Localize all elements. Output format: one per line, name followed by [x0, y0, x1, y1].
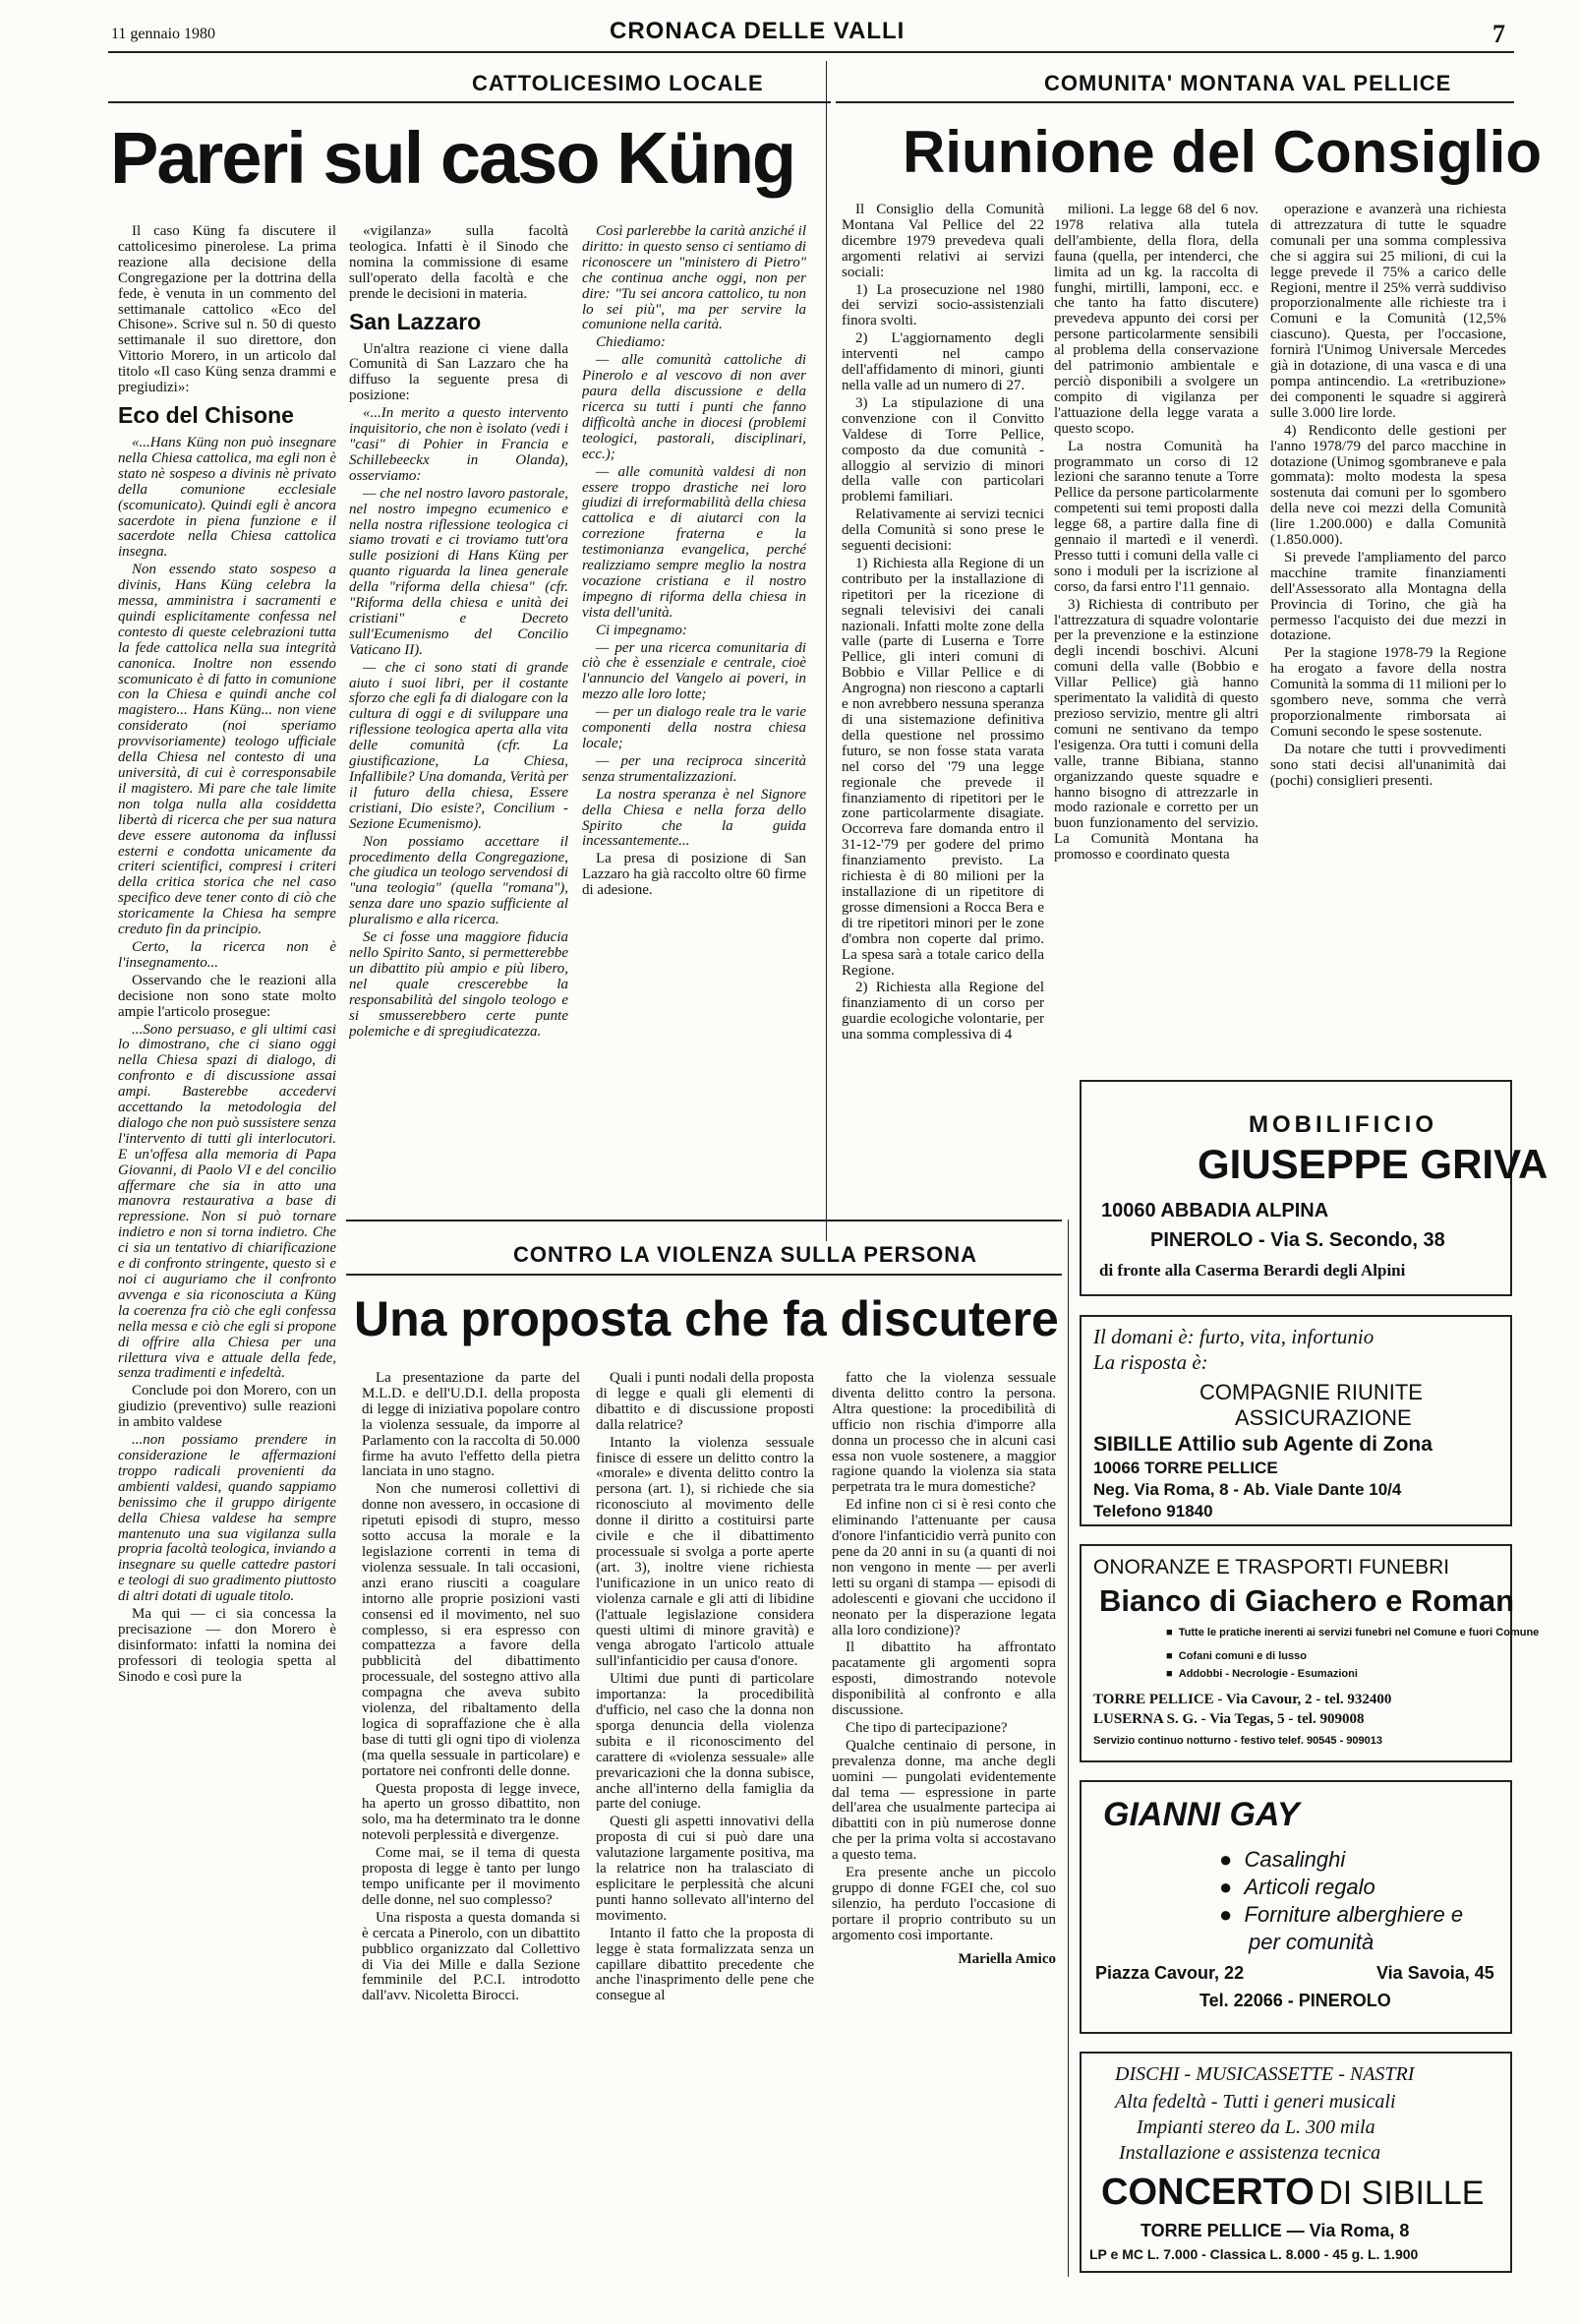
- violenza-column-1: La presentazione da parte del M.L.D. e dell'U.D.I. della proposta di legge di iniziativa popolare contro la violenza sessuale, da imporre al Parlamento con la raccolta di 50.000 firme ha avuto l'effetto della pietra lanciata in uno stagno. Non che numerosi collettivi di donne non avessero, in occasione di ripetuti episodi di stupro, messo sotto accusa la morale e la legislazione correnti in tema di violenza sessuale. In tali occasioni, anzi erano riusciti a coagulare intorno alle proprie posizioni vasti consensi ed il movimento, nel suo complesso, si era espresso con compattezza a favore della pubblicità del dibattimento processuale, del sostegno attivo alla compagna che aveva subito violenza, del ribaltamento della logica di sopraffazione che è alla base di tutti gli ogni tipo di violenza (ma quella sessuale in particolare) e portatore nei confronti delle donne. Questa proposta di legge invece, ha aperto un grosso dibattito, non solo, ma ha determinato tra le donne notevoli perplessità e divergenze. Come mai, se il tema di questa proposta di legge è tanto per lungo tempo unificante per il movimento delle donne, nel suo complesso? Una risposta a questa domanda si è cercata a Pinerolo, con un dibattito pubblico organizzato dal Collettivo di Via dei Mille e dalla Sezione femminile del P.C.I. introdotto dall'avv. Nicoletta Birocci.: [362, 1371, 580, 2004]
- subhead-san-lazzaro: San Lazzaro: [349, 308, 482, 334]
- ad-gianni-name: GIANNI GAY: [1103, 1796, 1300, 1833]
- ad-griva-line5: di fronte alla Caserma Berardi degli Alpini: [1099, 1261, 1406, 1280]
- ad-gianni-bullet-4: per comunità: [1249, 1930, 1374, 1954]
- violenza-top-rule: [346, 1220, 1062, 1222]
- ad-gianni-line2: Piazza Cavour, 22: [1095, 1963, 1245, 1983]
- ad-sibille-line6: 10066 TORRE PELLICE: [1093, 1459, 1278, 1477]
- ad-giachero-line1: ONORANZE E TRASPORTI FUNEBRI: [1093, 1556, 1450, 1579]
- ad-gianni-bullet-3: ● Forniture alberghiere e: [1219, 1902, 1464, 1927]
- ad-griva-line3: 10060 ABBADIA ALPINA: [1101, 1200, 1329, 1222]
- ad-gianni-gay: [1080, 1780, 1512, 2034]
- kicker-rule-kung: [108, 101, 831, 103]
- ad-gianni-line4: Tel. 22066 - PINEROLO: [1199, 1991, 1391, 2010]
- ad-sibille-line3: COMPAGNIE RIUNITE: [1199, 1380, 1423, 1404]
- ad-concerto-line7: LP e MC L. 7.000 - Classica L. 8.000 - 45 g. L. 1.900: [1089, 2246, 1419, 2262]
- ad-giachero-line5: Servizio continuo notturno - festivo telef. 90545 - 909013: [1093, 1735, 1383, 1747]
- ad-concerto-sibille: [1080, 2052, 1512, 2273]
- subhead-eco-del-chisone: Eco del Chisone: [118, 401, 294, 428]
- ad-giachero-bullet-1: ■ Tutte le pratiche inerenti ai servizi funebri nel Comune e fuori Comune: [1166, 1627, 1540, 1639]
- ad-mobilificio-griva: [1080, 1080, 1549, 1296]
- ad-sibille-line5: SIBILLE Attilio sub Agente di Zona: [1093, 1433, 1433, 1456]
- ad-sibille-line1: Il domani è: furto, vita, infortunio: [1093, 1325, 1374, 1348]
- ad-sibille-line7: Neg. Via Roma, 8 - Ab. Viale Dante 10/4: [1093, 1480, 1402, 1499]
- ad-concerto-line2: Alta fedeltà - Tutti i generi musicali: [1115, 2091, 1396, 2113]
- bullet-icon: ●: [1219, 1902, 1245, 1927]
- kicker-rule-comunita: [836, 101, 1514, 103]
- comunita-column-2: milioni. La legge 68 del 6 nov. 1978 relativa alla tutela dell'ambiente, della flora, della fauna (quella, per intenderci, che limita ad un kg. la raccolta di funghi, mirtilli, lamponi, ecc. e che tanto ha fatto discutere) prevedeva appunto dei corsi per persone particolarmente sensibili al problema della conservazione del patrimonio ambientale e perciò disponibili a svolgere un compito di vigilanza per l'attuazione della legge varata a questo scopo. La nostra Comunità ha programmato un corso di 12 lezioni che saranno tenute a Torre Pellice da persone particolarmente competenti sui temi proposti dalla legge 68, a partire dalla fine di gennaio il martedì e il venerdì. Presso tutti i comuni della valle ci sono i moduli per la iscrizione al corso, da farsi entro l'11 gennaio. 3) Richiesta di contributo per l'attrezzatura di squadre volontarie per la prevenzione e la estinzione degli incendi boschivi. Alcuni comuni della valle (Bobbio e Villar Pellice) già hanno sperimentato la validità di questo prezioso servizio, mentre gli altri comuni ne sentivano da tempo l'esigenza. Ora tutti i comuni della valle, tranne Bibiana, stanno organizzando queste squadre e hanno bisogno di attrezzarle in modo razionale e corretto per un buon funzionamento del servizio. La Comunità Montana ha promosso e coordinato questa: [1054, 203, 1258, 864]
- headline-comunita: Riunione del Consiglio: [903, 119, 1542, 185]
- kung-column-1: Il caso Küng fa discutere il cattolicesimo pinerolese. La prima reazione alla decisione della Congregazione per la dottrina della fede, è venuta in un commento del settimanale cattolico «Eco del Chisone». Scrive sul n. 50 di questo settimanale il suo direttore, don Vittorio Morero, in un articolo dal titolo «Il caso Küng senza drammi e pregiudizi»: Eco del Chisone «...Hans Küng non può insegnare nella Chiesa cattolica, ma egli non è stato nè sospeso a divinis nè privato della comunione ecclesiale (scomunicato). Quindi egli è ancora sacerdote in piena funzione e il sacerdote nella Chiesa cattolica insegna. Non essendo stato sospeso a divinis, Hans Küng celebra la messa, amministra i sacramenti e quindi esplicitamente confessa nel contesto di queste celebrazioni tutta la fede cattolica nella sua integrità canonica. Inoltre non essendo scomunicato è di fatto in comunione con la Chiesa e quindi anche col magistero... Hans Küng... non viene considerato (noi speriamo provvisoriamente) teologo ufficiale della Chiesa nel contesto di una università, di cui è corresponsabile il magistero. Mi pare che tale limite non tolga nulla alla cosiddetta libertà di ricerca che per sua natura deve essere autonoma da influssi esterni e condotta unicamente da criteri scientifici, compresi i criteri della critica storica che nel caso specifico deve tener conto di ciò che storicamente la Chiesa ha sempre creduto fin da principio. Certo, la ricerca non è l'insegnamento... Osservando che le reazioni alla decisione non sono state molto ampie l'articolo prosegue: ...Sono persuaso, e gli ultimi casi lo dimostrano, che ci siano oggi nella Chiesa spazi di dialogo, di confronto e di discussione assai ampi. Basterebbe accedervi accettando la metodologia del dialogo che non può sussistere senza l'intervento di tutti gli interlocutori. E un'offesa alla memoria di Papa Giovanni, di Paolo VI e del concilio affermare che sia in atto una manovra restaurativa a base di repressione. Non si può tornare indietro e non si torna indietro. Che ci sia un tentativo di chiarificazione e di confronto stringente, questo sì e noi ci auguriamo che il confronto avvenga e sia riconosciuta a Küng la coerenza fra ciò che egli confessa nella messa e ciò che egli si propone di offrire alla Chiesa per una rilettura viva e attuale della fede, senza tradimenti e infedeltà. Conclude poi don Morero, con un giudizio (preventivo) sulle reazioni in ambito valdese ...non possiamo prendere in considerazione le affermazioni troppo radicali provenienti da ambienti valdesi, quando sappiamo benissimo che il gruppo dirigente della Chiesa valdese ha sempre mantenuto una sua vigilanza sulla propria facoltà teologica, inviando a insegnare su quelle cattedre pastori e teologi di suo gradimento piuttosto di altri dotati di uguale titolo. Ma qui — ci sia concessa la precisazione — don Morero è disinformato: infatti la nomina dei professori di teologia spetta al Sinodo e così pure la: [118, 224, 336, 1685]
- kung-column-2: «vigilanza» sulla facoltà teologica. Infatti è il Sinodo che nomina la commissione di esame sull'operato della facoltà e che prende le decisioni in materia. San Lazzaro Un'altra reazione ci viene dalla Comunità di San Lazzaro che ha diffuso la seguente presa di posizione: «...In merito a questo intervento inquisitorio, che non è isolato (vedi i "casi" di Pohier in Francia e Schillebeeckx in Olanda), osserviamo: — che nel nostro lavoro pastorale, nel nostro impegno ecumenico e nella nostra riflessione teologica ci siamo trovati e ci troviamo tutt'ora sulle posizioni di Hans Küng per quanto riguarda la linea generale della "riforma della chiesa" (cfr. "Riforma della chiesa e unità dei cristiani" e Decreto sull'Ecumenismo del Concilio Vaticano II). — che ci sono stati di grande aiuto i suoi libri, per il costante sforzo che egli fa di dialogare con la cultura di oggi e di sviluppare una riflessione teologica aperta alla vita delle comunità (cfr. La giustificazione, La Chiesa, Infallibile? Una domanda, Verità per il futuro della chiesa, Essere cristiani, Dio esiste?, Concilium - Sezione Ecumenismo). Non possiamo accettare il procedimento della Congregazione, che giudica un teologo servendosi di "una teologia" (quella "romana"), senza dare uno spazio sufficiente al pluralismo e alla ricerca. Se ci fosse una maggiore fiducia nello Spirito Santo, si permetterebbe un dibattito più ampio e più libero, nel quale crescerebbe la responsabilità del singolo teologo e si smusserebbero certe punte polemiche e di spregiudicatezza.: [349, 224, 568, 1040]
- ad-sibille-line2: La risposta è:: [1093, 1350, 1208, 1374]
- bullet-icon: ■: [1166, 1668, 1179, 1680]
- comunita-column-1: Il Consiglio della Comunità Montana Val Pellice del 22 dicembre 1979 prevedeva quali argomenti relativi ai servizi sociali: 1) La prosecuzione nel 1980 dei servizi socio-assistenziali finora svolti. 2) L'aggiornamento degli interventi nel campo dell'affidamento di minori, giunti nella valle ad un numero di 27. 3) La stipulazione di una convenzione con il Convitto Valdese di Torre Pellice, composto da due comunità - alloggio al servizio di minori della valle con particolari problemi familiari. Relativamente ai servizi tecnici della Comunità si sono prese le seguenti decisioni: 1) Richiesta alla Regione di un contributo per la installazione di ripetitori per la ricezione di segnali televisivi dei canali nazionali. Infatti molte zone della valle (parte di Luserna e Torre Pellice, gli interi comuni di Bobbio e Villar Pellice e di Angrogna) non riescono a captarli e non avrebbero nessuna speranza di una sistemazione definitiva della questione nel prossimo futuro, se non fosse stata varata nel corso del '79 una legge regionale che prevede il finanziamento di ripetitori per le zone particolarmente disagiate. Occorreva fare domanda entro il 31-12-'79 per godere del primo finanziamento previsto. La richiesta è di 80 milioni per la installazione di un ripetitore di grosse dimensioni a Rocca Bera e di tre ripetitori minori per le zone d'ombra non coperte dal primo. La spesa sarà a totale carico della Regione. 2) Richiesta alla Regione del finanziamento di un corso per guardie ecologiche volontarie, per una somma complessiva di 4: [842, 203, 1044, 1043]
- ad-gianni-bullet-1: ● Casalinghi: [1219, 1847, 1346, 1872]
- ad-concerto-line1: DISCHI - MUSICASSETTE - NASTRI: [1115, 2063, 1415, 2085]
- ad-giachero-line3: TORRE PELLICE - Via Cavour, 2 - tel. 932400: [1093, 1692, 1392, 1707]
- violenza-column-2: Quali i punti nodali della proposta di legge e quali gli elementi di dibattito e di discussione proposti dalla relatrice? Intanto la violenza sessuale finisce di essere un delitto contro la «morale» e diventa delitto contro la persona (art. 1), si richiede che sia riconosciuto al movimento delle donne il diritto a costituirsi parte civile e che il dibattimento processuale si svolga a porte aperte (art. 3), inoltre viene richiesta l'unificazione in un unico reato di violenza carnale e gli atti di libidine (l'attuale legislazione considera questi ultimi di minore gravità) e venga abrogato l'articolo attuale sull'infanticidio per causa d'onore. Ultimi due punti di particolare importanza: la procedibilità d'ufficio, nel caso che la donna non sporga denuncia della violenza subita e il riconoscimento del carattere di «violenza sessuale» alle prevaricazioni che la donna subisce, anche all'interno della famiglia da parte del coniuge. Questi gli aspetti innovativi della proposta di cui si può dare una valutazione largamente positiva, ma la relatrice non ha tralasciato di esplicitare le perplessità che alcuni punti hanno sollevato all'interno del movimento. Intanto il fatto che la proposta di legge è stata formalizzata senza un capillare dibattito precedente che anche l'inasprimento delle pene che conseguе al: [596, 1371, 814, 2004]
- bullet-icon: ■: [1166, 1627, 1179, 1639]
- ad-giachero-bullet-2: ■ Cofani comuni e di lusso: [1166, 1650, 1307, 1662]
- ad-gianni-bullet-2: ● Articoli regalo: [1219, 1875, 1375, 1899]
- ad-sibille-line8: Telefono 91840: [1093, 1502, 1213, 1520]
- ad-concerto-brand: CONCERTO DI SIBILLE: [1101, 2172, 1485, 2213]
- header-rule: [108, 51, 1514, 53]
- ad-griva-name: GIUSEPPE GRIVA: [1198, 1141, 1549, 1187]
- ad-griva-line4: PINEROLO - Via S. Secondo, 38: [1150, 1229, 1445, 1251]
- ad-sibille-assicurazioni: [1080, 1315, 1512, 1526]
- ad-giachero-name: Bianco di Giachero e Roman: [1099, 1583, 1515, 1618]
- column-divider-ads: [1068, 1220, 1069, 2277]
- ad-concerto-line3: Impianti stereo da L. 300 mila: [1137, 2116, 1375, 2138]
- ad-gianni-line3: Via Savoia, 45: [1376, 1963, 1494, 1983]
- kung-column-3: Così parlerebbe la carità anziché il diritto: in questo senso ci sentiamo di riconoscere un "ministero di Pietro" che continua anche oggi, non per dire: "Tu sei ancora cattolico, tu non lo sei più", ma per servire la comunione nella carità. Chiediamo: — alle comunità cattoliche di Pinerolo e al vescovo di non aver paura della discussione e della ricerca su tutti i punti che fanno difficoltà anche in diocesi (problemi teologici, pastorali, disciplinari, ecc.); — alle comunità valdesi di non essere troppo drastiche nei loro giudizi di irreformabilità della chiesa cattolica e di aiutarci con la correzione fraterna e la testimonianza evangelica, perché realizziamo sempre meglio la nostra vocazione cristiana e il nostro impegno di riforma della chiesa in vista dell'unità. Ci impegnamo: — per una ricerca comunitaria di ciò che è essenziale e centrale, cioè l'annuncio del Vangelo ai poveri, in mezzo alle loro lotte; — per un dialogo reale tra le varie componenti della nostra chiesa locale; — per una reciproca sincerità senza strumentalizzazioni. La nostra speranza è nel Signore della Chiesa e nella forza dello Spirito che la guida incessantemente... La presa di posizione di San Lazzaro ha già raccolto oltre 60 firme di adesione.: [582, 224, 806, 899]
- ad-giachero-line4: LUSERNA S. G. - Via Tegas, 5 - tel. 909008: [1093, 1711, 1365, 1727]
- comunita-column-3: operazione e avanzerà una richiesta di attrezzatura di tutte le squadre comunali per una somma complessiva che si aggira sui 25 milioni, di cui la legge prevede il 75% a carico delle Regioni, mentre il 25% verrà suddiviso proporzionalmente alle richieste tra i Comuni e la Comunità (12,5% ciascuno). Questa, per l'occasione, fornirà l'Unimog Universale Mercedes già in dotazione, di una vasca e di una pompa antincendio. La «retribuzione» dei componenti le squadre si aggirerà sulle 3.000 lire lorde. 4) Rendiconto delle gestioni per l'anno 1978/79 del parco macchine in dotazione (Unimog sgombraneve e pala gommata): molto modesta la spesa sostenuta dai comuni per lo sgombero della neve coi mezzi della Comunità (lire 1.200.000) e dalla Comunità (1.850.000). Si prevede l'ampliamento del parco macchine tramite finanziamenti dell'Assessorato alla Montagna della Provincia di Torino, che già ha permesso l'acquisto dei due mezzi in dotazione. Per la stagione 1978-79 la Regione ha erogato a favore della nostra Comunità la somma di 11 milioni per lo sgombero neve, somma che verrà proporzionalmente rimborsata ai Comuni secondo le spese sostenute. Da notare che tutti i provvedimenti sono stati decisi all'unanimità dai (pochi) consiglieri presenti.: [1270, 203, 1506, 789]
- violenza-column-3: fatto che la violenza sessuale diventa delitto contro la persona. Altra questione: la procedibilità di ufficio non rischia d'imporre alla donna un processo che in alcuni casi essa non vuole sostenere, a maggior ragione quando la violenza sia stata perpetrata tra le mura domestiche? Ed infine non ci si è resi conto che eliminando l'attenuante per causa d'onore l'infanticidio verrà punito con pene da 20 anni in su (a quanti di noi non vengono in mente — per averli letti su organi di stampa — episodi di adolescenti e giovani che uccidono il neonato per la disperazione legata alla loro condizione)? Il dibattito ha affrontato pacatamente gli argomenti sopra esposti, dimostrando notevole disponibilità al confronto e alla discussione. Che tipo di partecipazione? Qualche centinaio di persone, in prevalenza donne, ma anche degli uomini — pungolati evidentemente dal tema — espressione in parte dell'area che usualmente partecipa ai dibattiti con in più numerose donne che per la prima volta si accostavano a questo tema. Era presente anche un piccolo gruppo di donne FGEI che, col suo silenzio, ha perduto l'occasione di portare il proprio contributo su un argomento così importante. Mariella Amico: [832, 1371, 1056, 1967]
- headline-kung: Pareri sul caso Küng: [110, 117, 795, 199]
- section-kicker-violenza: CONTRO LA VIOLENZA SULLA PERSONA: [513, 1242, 977, 1267]
- section-kicker-kung: CATTOLICESIMO LOCALE: [472, 71, 764, 95]
- headline-violenza: Una proposta che fa discutere: [354, 1291, 1059, 1346]
- ad-griva-line1: MOBILIFICIO: [1249, 1111, 1437, 1138]
- ad-sibille-line4: ASSICURAZIONE: [1235, 1405, 1412, 1430]
- violenza-kicker-rule: [346, 1274, 1062, 1276]
- ad-concerto-line6: TORRE PELLICE — Via Roma, 8: [1140, 2221, 1410, 2240]
- ad-giachero-bullet-3: ■ Addobbi - Necrologie - Esumazioni: [1166, 1668, 1358, 1680]
- byline-mariella-amico: Mariella Amico: [958, 1950, 1056, 1967]
- bullet-icon: ■: [1166, 1650, 1179, 1662]
- issue-date: 11 gennaio 1980: [111, 26, 216, 42]
- bullet-icon: ●: [1219, 1875, 1245, 1899]
- masthead: CRONACA DELLE VALLI: [610, 18, 906, 44]
- section-kicker-comunita: COMUNITA' MONTANA VAL PELLICE: [1044, 71, 1452, 95]
- ad-giachero-funebri: [1080, 1544, 1540, 1762]
- ad-concerto-line4: Installazione e assistenza tecnica: [1119, 2142, 1381, 2164]
- bullet-icon: ●: [1219, 1847, 1245, 1872]
- column-divider-left: [826, 61, 827, 1241]
- page-number: 7: [1492, 20, 1505, 48]
